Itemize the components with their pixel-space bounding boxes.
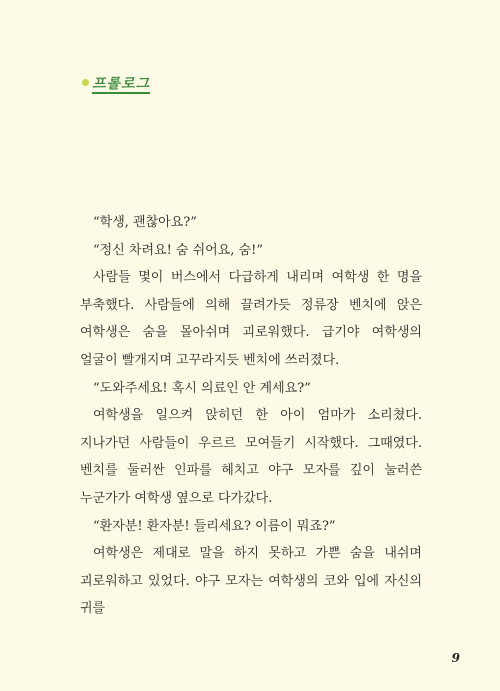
paragraph: “도와주세요! 혹시 의료인 안 계세요?” bbox=[93, 380, 311, 396]
paragraph: “환자분! 환자분! 들리세요? 이름이 뭐죠?” bbox=[93, 518, 336, 534]
paragraph: “정신 차려요! 숨 쉬어요, 숨!” bbox=[93, 242, 263, 258]
chapter-dot-icon bbox=[82, 79, 89, 86]
paragraph: 사람들 몇이 버스에서 다급하게 내리며 여학생 한 명을 부축했다. 사람들에 의해 끌려가듯 정류장 벤치에 앉은 여학생은 숨을 몰아쉬며 괴로워했다. 급기야 여학생의 얼굴이 빨개지며 고꾸라지듯 벤치에 쓰러졌다. bbox=[80, 270, 422, 368]
chapter-heading bbox=[82, 76, 150, 94]
body-text bbox=[80, 209, 422, 623]
paragraph: 여학생을 일으켜 앉히던 한 아이 엄마가 소리쳤다. 지나가던 사람들이 우르르 모여들기 시작했다. 그때였다. 벤치를 둘러싼 인파를 헤치고 야구 모자를 깊이 눌러쓴 누군가가 여학생 옆으로 다가갔다. bbox=[80, 408, 422, 506]
paragraph: “학생, 괜찮아요?” bbox=[93, 215, 197, 230]
chapter-title: 프롤로그 bbox=[92, 76, 151, 92]
page-number: 9 bbox=[451, 651, 460, 665]
paragraph: 여학생은 제대로 말을 하지 못하고 가쁜 숨을 내쉬며 괴로워하고 있었다. 야구 모자는 여학생의 코와 입에 자신의 귀를 bbox=[80, 546, 422, 617]
